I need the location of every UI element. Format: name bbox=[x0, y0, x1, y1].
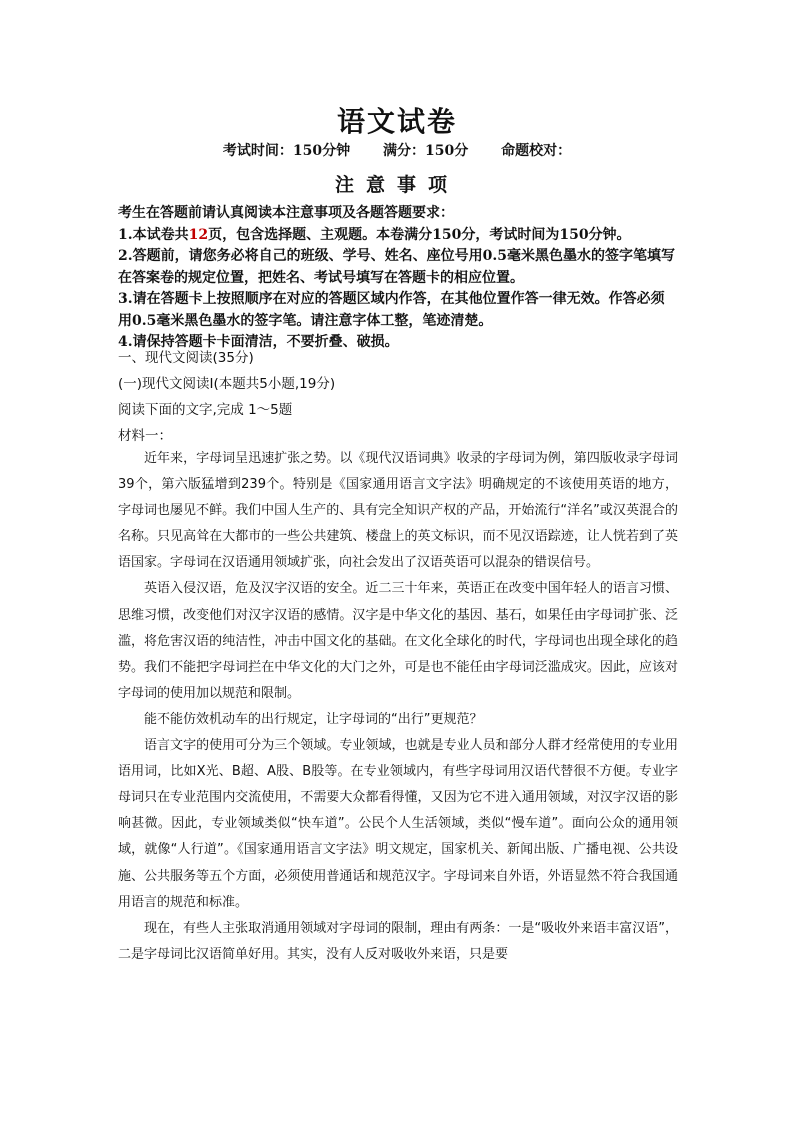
reading-instruction: 阅读下面的文字,完成 1～5题 bbox=[118, 402, 293, 418]
passage-paragraph: 近年来，字母词呈迅速扩张之势。以《现代汉语词典》收录的字母词为例，第四版收录字母词39个，第六版猛增到239个。特别是《国家通用语言文字法》明确规定的不该使用英语的地方，字母词也屡见不鲜。我们中国人生产的、具有完全知识产权的产品，开始流行“洋名”或汉英混合的名称。只见高耸在大都市的一些公共建筑、楼盘上的英文标识，而不见汉语踪迹，让人恍若到了英语国家。字母词在汉语通用领域扩张，向社会发出了汉语英语可以混杂的错误信号。 bbox=[118, 451, 678, 571]
notice-intro: 考生在答题前请认真阅读本注意事项及各题答题要求： bbox=[118, 205, 454, 221]
notice-block bbox=[118, 203, 678, 354]
section-heading: 一、现代文阅读(35分) bbox=[118, 350, 254, 366]
notice-item-1-suffix: 页，包含选择题、主观题。本卷满分150分，考试时间为150分钟。 bbox=[208, 226, 631, 243]
exam-meta bbox=[0, 140, 794, 160]
notice-item-1 bbox=[118, 225, 678, 247]
exam-proofread: 命题校对： bbox=[501, 143, 572, 159]
passage bbox=[118, 446, 678, 968]
passage-paragraph: 英语入侵汉语，危及汉字汉语的安全。近二三十年来，英语正在改变中国年轻人的语言习惯、思维习惯，改变他们对汉字汉语的感情。汉字是中华文化的基因、基石，如果任由字母词扩张、泛滥，将危害汉语的纯洁性，冲击中国文化的基础。在文化全球化的时代，字母词也出现全球化的趋势。我们不能把字母词拦在中华文化的大门之外，可是也不能任由字母词泛滥成灾。因此，应该对字母词的使用加以规范和限制。 bbox=[118, 581, 678, 701]
page-title: 语文试卷 bbox=[336, 105, 457, 138]
notice-item-4: 4.请保持答题卡卡面清洁，不要折叠、破损。 bbox=[118, 334, 399, 350]
notice-item-1-prefix: 1.本试卷共 bbox=[118, 226, 189, 243]
passage-paragraph: 能不能仿效机动车的出行规定，让字母词的“出行”更规范？ bbox=[144, 711, 483, 727]
exam-time: 考试时间：150分钟 bbox=[222, 143, 351, 159]
notice-item-3: 3.请在答题卡上按照顺序在对应的答题区域内作答，在其他位置作答一律无效。作答必须用0.5毫米黑色墨水的签字笔。请注意字体工整，笔迹清楚。 bbox=[118, 291, 665, 329]
notice-title: 注意事项 bbox=[334, 174, 459, 196]
material-label: 材料一： bbox=[118, 428, 172, 444]
passage-paragraph: 现在，有些人主张取消通用领域对字母词的限制，理由有两条：一是“吸收外来语丰富汉语”，二是字母词比汉语简单好用。其实，没有人反对吸收外来语，只是要 bbox=[118, 920, 678, 962]
exam-score: 满分：150分 bbox=[383, 143, 469, 159]
notice-item-2: 2.答题前，请您务必将自己的班级、学号、姓名、座位号用0.5毫米黑色墨水的签字笔填写在答案卷的规定位置，把姓名、考试号填写在答题卡的相应位置。 bbox=[118, 248, 675, 286]
passage-paragraph: 语言文字的使用可分为三个领域。专业领域，也就是专业人员和部分人群才经常使用的专业用语用词，比如X光、B超、A股、B股等。在专业领域内，有些字母词用汉语代替很不方便。专业字母词只在专业范围内交流使用，不需要大众都看得懂，又因为它不进入通用领域，对汉字汉语的影响甚微。因此，专业领域类似“快车道”。公民个人生活领域，类似“慢车道”。面向公众的通用领域，就像“人行道”。《国家通用语言文字法》明文规定，国家机关、新闻出版、广播电视、公共设施、公共服务等五个方面，必须使用普通话和规范汉字。字母词来自外语，外语显然不符合我国通用语言的规范和标准。 bbox=[118, 738, 678, 910]
page-count: 12 bbox=[188, 226, 209, 243]
subsection-heading: (一)现代文阅读Ⅰ(本题共5小题,19分) bbox=[118, 376, 336, 392]
